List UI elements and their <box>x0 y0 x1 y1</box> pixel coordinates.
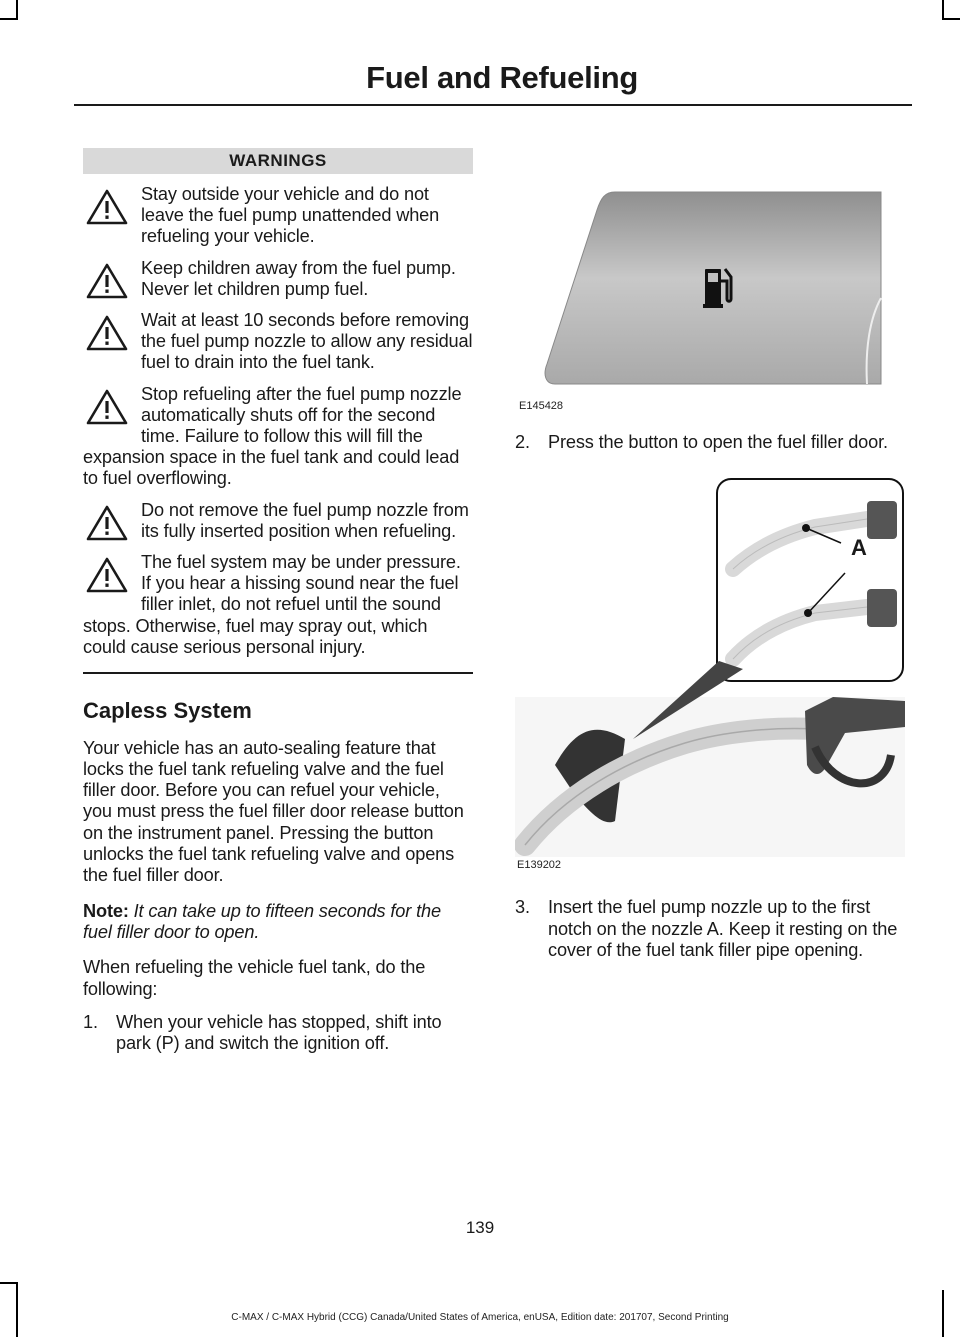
crop-mark <box>0 18 16 20</box>
warning-item <box>83 384 473 490</box>
header-divider <box>74 104 912 106</box>
step-item <box>515 432 905 453</box>
warning-triangle-icon <box>86 188 128 226</box>
step-number: 2. <box>515 432 530 452</box>
warning-triangle-icon <box>86 504 128 542</box>
crop-mark <box>16 1282 18 1337</box>
warning-triangle-icon <box>86 388 128 426</box>
warning-item <box>83 552 473 658</box>
warning-text: Wait at least 10 seconds before removing the fuel pump nozzle to allow any residual fuel to drain into the fuel tank. <box>141 310 473 373</box>
footer-edition: C-MAX / C-MAX Hybrid (CCG) Canada/United States of America, enUSA, Edition date: 201707, Second Printing <box>231 1312 729 1323</box>
figure-nozzle-notch <box>515 465 905 885</box>
crop-mark <box>942 0 944 20</box>
note <box>83 901 473 944</box>
warning-item <box>83 184 473 248</box>
warning-text: Stop refueling after the fuel pump nozzle automatically shuts off for the second time. Failure to follow this will fill the expansion space in the fuel tank and could lead to fuel overflowing. <box>83 383 462 489</box>
step-number: 3. <box>515 897 530 918</box>
page-number: 139 <box>465 1218 495 1237</box>
warning-text: Stay outside your vehicle and do not leave the fuel pump unattended when refueling your vehicle. <box>141 184 440 247</box>
capless-intro: Your vehicle has an auto-sealing feature that locks the fuel tank refueling valve and the fuel filler door. Before you can refuel your vehicle, you must press the fuel filler door release button on the instrument panel. Pressing the button unlocks the fuel tank refueling valve and opens the fuel filler door. <box>83 737 464 886</box>
warning-triangle-icon <box>86 556 128 594</box>
warning-text: Do not remove the fuel pump nozzle from its fully inserted position when refueling. <box>141 499 469 541</box>
nozzle-illustration <box>515 465 905 875</box>
step-number: 1. <box>83 1011 98 1032</box>
fuel-door-button-illustration <box>515 188 905 388</box>
step-item <box>515 897 905 961</box>
right-column <box>515 188 905 961</box>
warnings-divider <box>83 672 473 674</box>
step-text: When your vehicle has stopped, shift into park (P) and switch the ignition off. <box>116 1011 442 1054</box>
page-title: Fuel and Refueling <box>366 60 638 95</box>
warning-triangle-icon <box>86 262 128 300</box>
note-label: Note: <box>83 900 129 921</box>
figure-code: E139202 <box>517 859 562 872</box>
step-text: Press the button to open the fuel filler door. <box>548 432 888 452</box>
figure-fuel-door-button <box>515 188 905 418</box>
warnings-heading: WARNINGS <box>83 148 473 174</box>
step-text: Insert the fuel pump nozzle up to the first notch on the nozzle A. Keep it resting on the cover of the fuel tank filler pipe opening. <box>548 897 898 960</box>
crop-mark <box>16 0 18 20</box>
warning-triangle-icon <box>86 314 128 352</box>
warning-text: Keep children away from the fuel pump. Never let children pump fuel. <box>141 257 456 299</box>
note-text: It can take up to fifteen seconds for the fuel filler door to open. <box>83 900 441 942</box>
figure-code: E145428 <box>519 400 564 412</box>
callout-label-a: A <box>851 535 867 561</box>
section-title: Capless System <box>83 697 252 723</box>
warning-item <box>83 310 473 374</box>
left-column <box>83 148 473 1054</box>
steps-lead: When refueling the vehicle fuel tank, do the following: <box>83 957 426 999</box>
crop-mark <box>944 18 960 20</box>
warning-item <box>83 500 473 542</box>
step-item <box>83 1012 473 1055</box>
warning-text: The fuel system may be under pressure. If you hear a hissing sound near the fuel filler inlet, do not refuel until the sound stops. Otherwise, fuel may spray out, which could cause serious personal injury. <box>83 552 461 657</box>
warning-item <box>83 258 473 300</box>
crop-mark <box>0 1282 16 1284</box>
